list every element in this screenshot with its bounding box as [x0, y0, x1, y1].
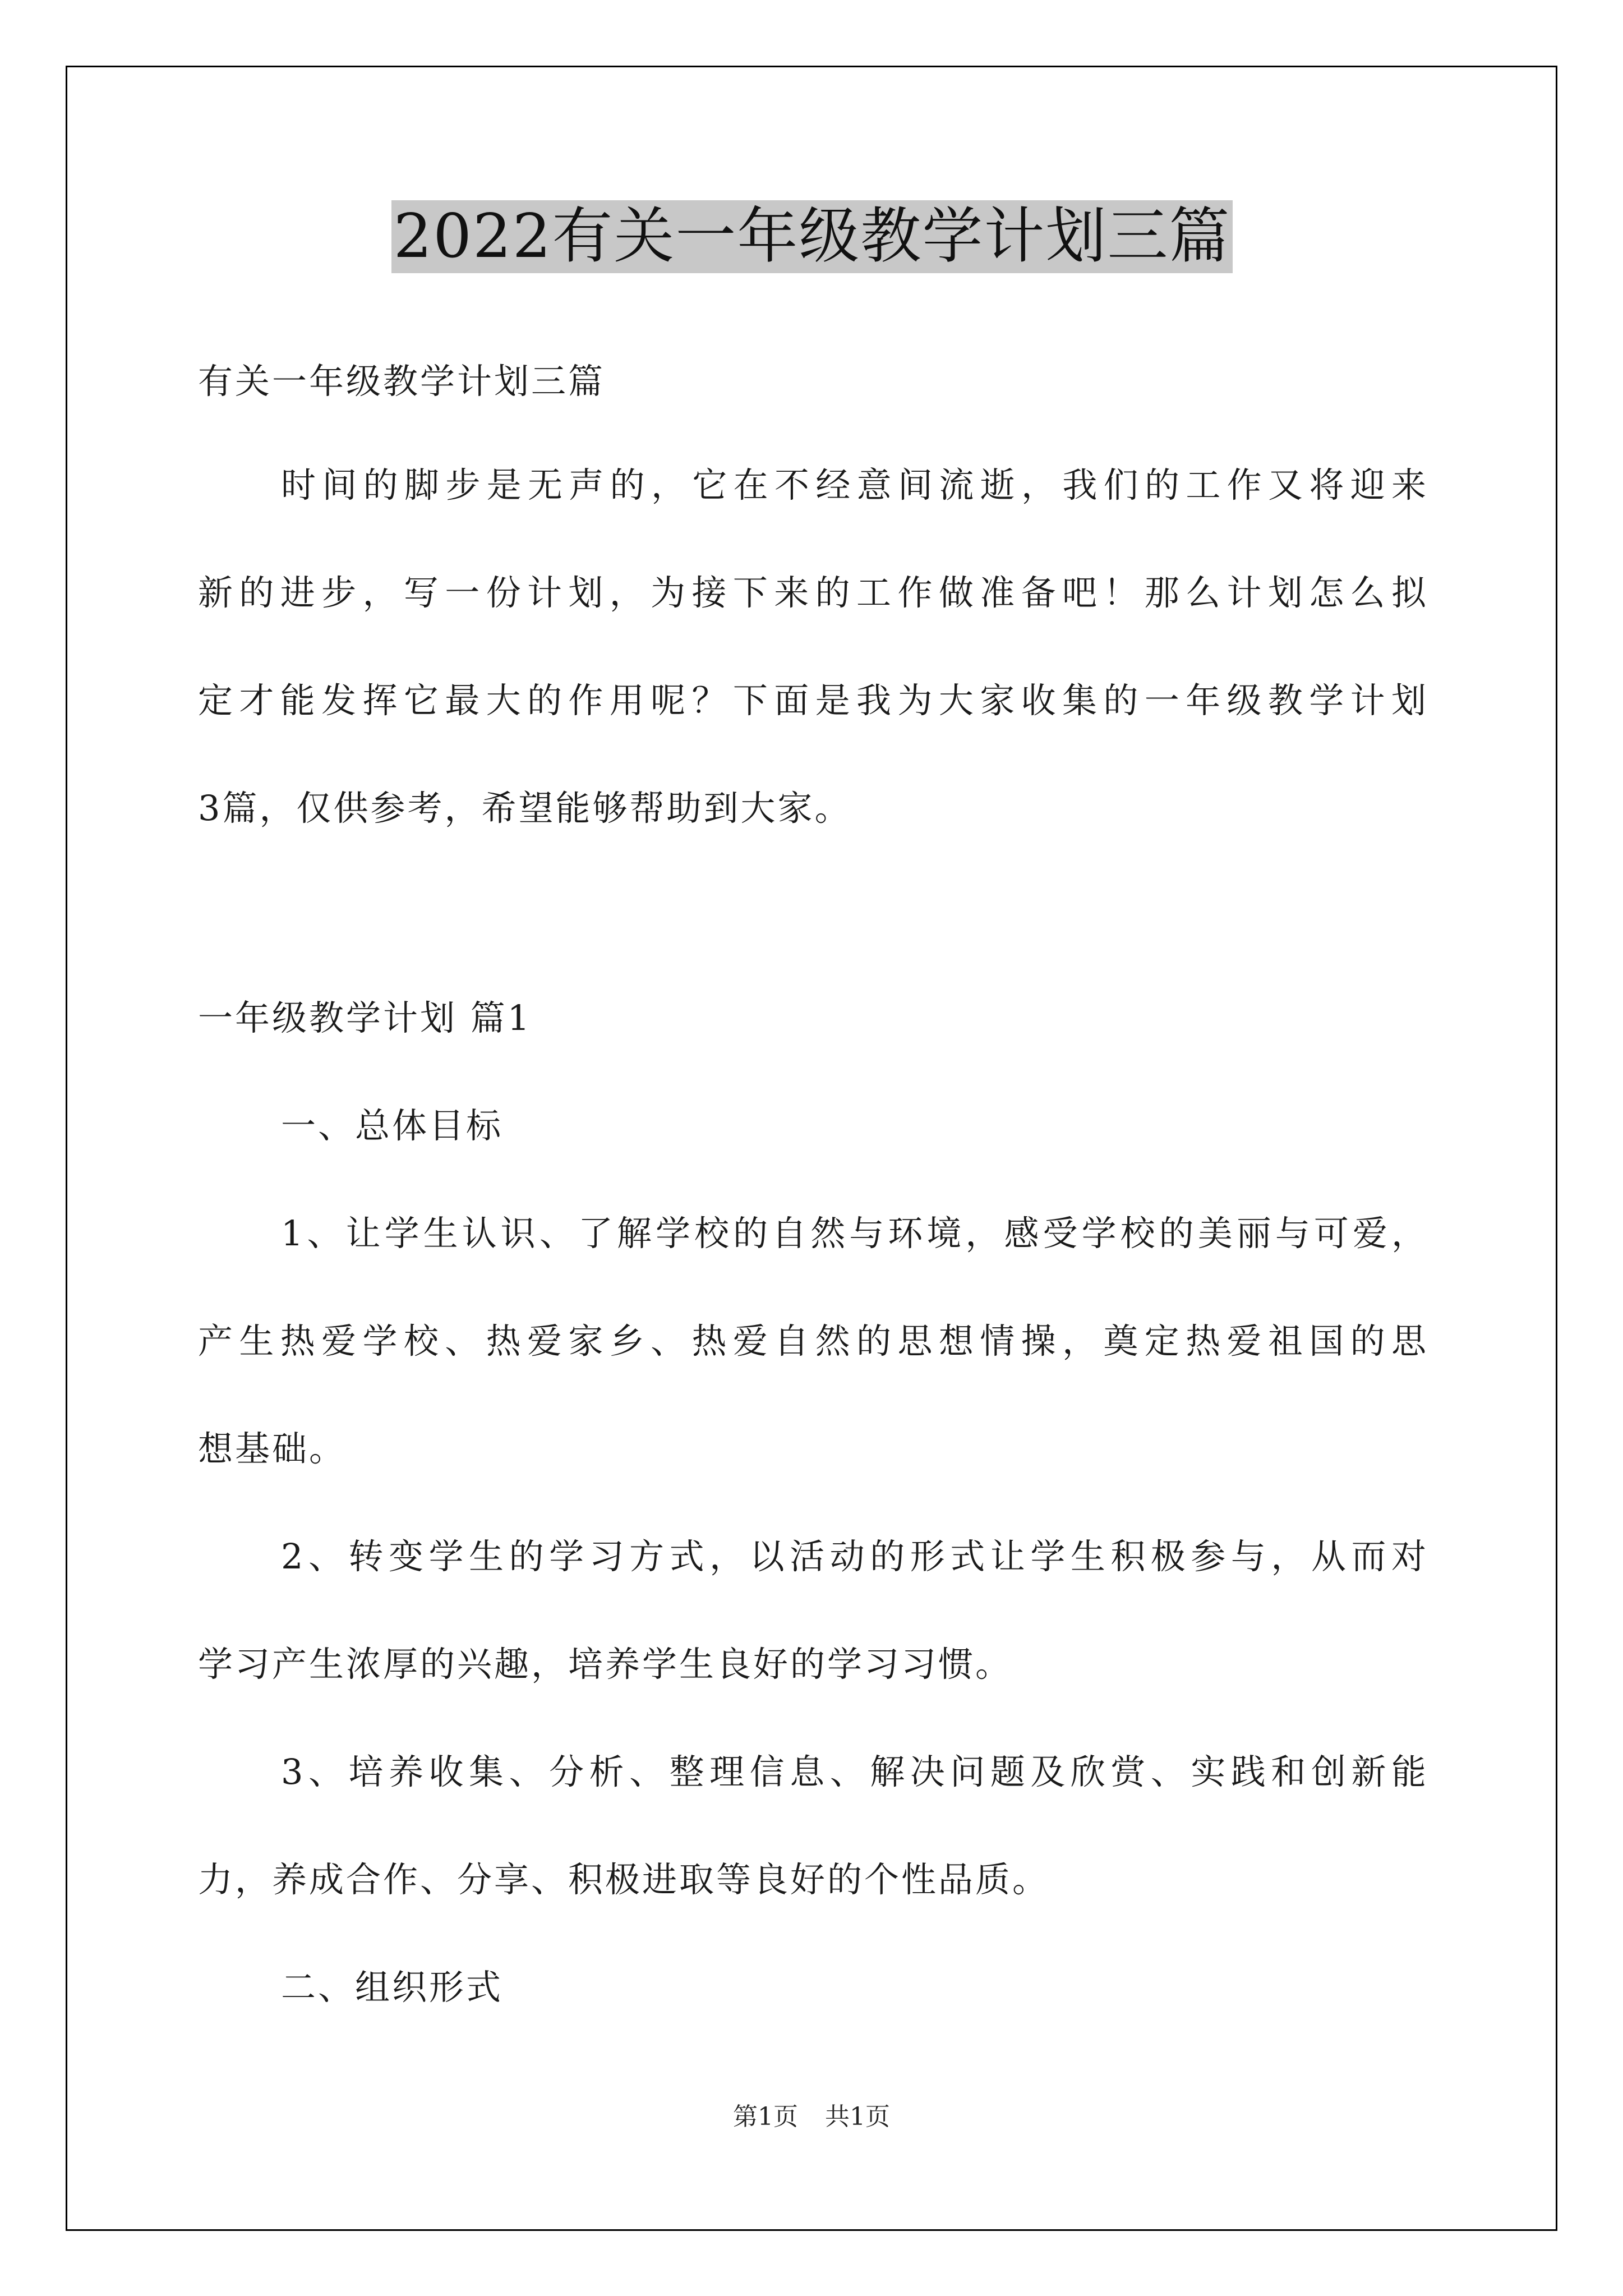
goal-2-line-1[interactable]: 2、转变学生的学习方式，以活动的形式让学生积极参与，从而对 — [281, 1536, 1426, 1577]
intro-line-4[interactable]: 3篇，仅供参考，希望能够帮助到大家。 — [198, 788, 852, 829]
page-number-total: 共1页 — [825, 2102, 890, 2131]
goal-1-line-2[interactable]: 产生热爱学校、热爱家乡、热爱自然的思想情操，奠定热爱祖国的思 — [198, 1320, 1426, 1361]
intro-line-3[interactable]: 定才能发挥它最大的作用呢？下面是我为大家收集的一年级教学计划 — [198, 680, 1426, 721]
goal-1-line-3[interactable]: 想基础。 — [198, 1428, 347, 1469]
page-footer — [0, 2096, 1623, 2132]
section-heading-plan-1[interactable]: 一年级教学计划 篇1 — [198, 997, 532, 1038]
goal-3-line-1[interactable]: 3、培养收集、分析、整理信息、解决问题及欣赏、实践和创新能 — [281, 1751, 1426, 1792]
goal-1-line-1[interactable]: 1、让学生认识、了解学校的自然与环境，感受学校的美丽与可爱， — [281, 1213, 1426, 1254]
heading-organization-form[interactable]: 二、组织形式 — [281, 1967, 504, 2008]
heading-overall-goals[interactable]: 一、总体目标 — [281, 1105, 504, 1146]
goal-2-line-2[interactable]: 学习产生浓厚的兴趣，培养学生良好的学习习惯。 — [198, 1644, 1013, 1685]
intro-line-2[interactable]: 新的进步，写一份计划，为接下来的工作做准备吧！那么计划怎么拟 — [198, 572, 1426, 613]
page-number-current: 第1页 — [733, 2102, 798, 2131]
subtitle-line[interactable]: 有关一年级教学计划三篇 — [198, 361, 606, 402]
intro-line-1[interactable]: 时间的脚步是无声的，它在不经意间流逝，我们的工作又将迎来 — [281, 464, 1426, 505]
title-container — [198, 200, 1426, 273]
goal-3-line-2[interactable]: 力，养成合作、分享、积极进取等良好的个性品质。 — [198, 1859, 1050, 1900]
document-title[interactable]: 2022有关一年级教学计划三篇 — [391, 200, 1233, 273]
